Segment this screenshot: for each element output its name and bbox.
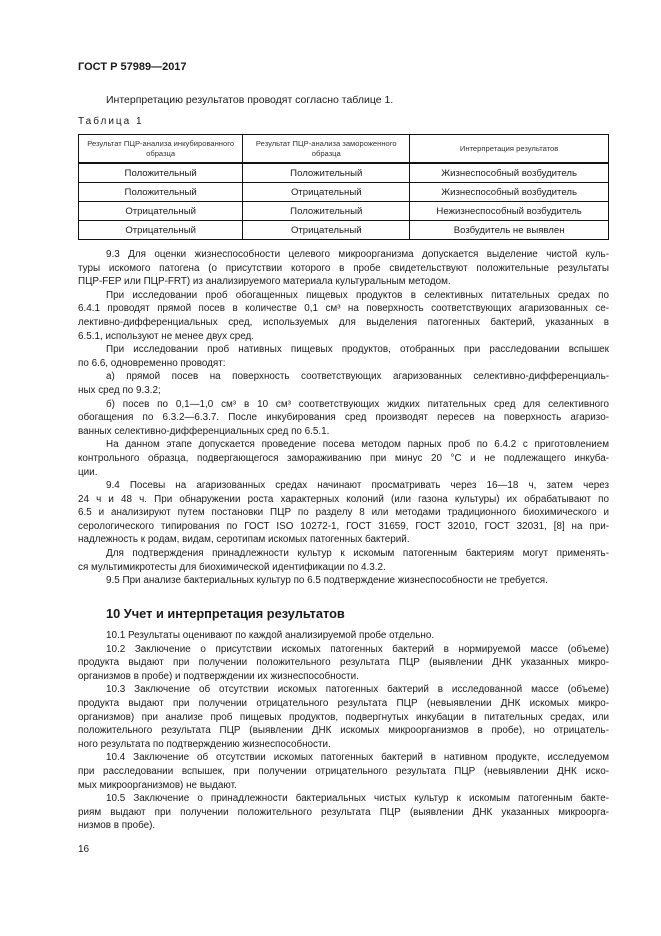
paragraph [78, 574, 609, 588]
document-header: ГОСТ Р 57989—2017 [78, 61, 187, 73]
column-header: Интерпретация результатов [410, 135, 609, 164]
table-row [79, 183, 609, 202]
text-line: контрольного образца, подвергающегося замораживанию при минус 20 °С и не подлежащего инкуба- [78, 452, 609, 464]
text-line: При исследовании проб нативных пищевых продуктов, отобранных при расследовании вспышек [106, 344, 609, 356]
paragraph [78, 438, 609, 479]
text-line: продукта выдают при получении отрицательного результата ПЦР (невыявлении ДНК искомых микро- [78, 697, 609, 709]
table-cell: Жизнеспособный возбудитель [410, 183, 609, 202]
text-line: при расследовании вспышек, при получении отрицательного результата ПЦР (невыявлении ДНК иско- [78, 765, 609, 777]
text-line: положительного результата ПЦР (выявлении ДНК искомых микроорганизмов в пробе), но отрицатель- [78, 725, 609, 737]
table-cell: Нежизнеспособный возбудитель [410, 202, 609, 221]
column-header: Результат ПЦР-анализа инкубированного образца [79, 135, 243, 164]
paragraph [78, 479, 609, 547]
text-line: а) прямой посев на поверхность соответствующих агаризованных селективно-дифференциаль- [106, 371, 609, 383]
section-heading: 10 Учет и интерпретация результатов [106, 606, 345, 621]
text-line: 6.4.1 проводят прямой посев в количестве 0,1 см³ на поверхность соответствующих агаризованных се- [78, 303, 609, 315]
text-line: ных сред по 9.3.2; [78, 384, 161, 396]
table-row [79, 163, 609, 183]
text-line: 10.5 Заключение о принадлежности бактериальных чистых культур к искомым патогенным бакте- [106, 793, 609, 805]
text-line: б) посев по 0,1—1,0 см³ в 10 см³ соответствующих жидких питательных сред для селективного [106, 398, 609, 410]
text-line: по 6.6, одновременно проводят: [78, 357, 226, 369]
table-cell: Положительный [243, 202, 410, 221]
text-line: мых микроорганизмов) не выдают. [78, 779, 237, 791]
text-line: 9.4 Посевы на агаризованных средах начинают просматривать через 16—18 ч, затем через [106, 480, 609, 492]
paragraph [78, 683, 609, 751]
text-line: 9.5 При анализе бактериальных культур по 6.5 подтверждение жизнеспособности не требуется. [106, 575, 548, 587]
paragraph [78, 370, 609, 397]
text-line: 24 ч и 48 ч. При обнаружении роста характерных колоний (или газона культуры) их обрабатывают по [78, 493, 609, 505]
table-cell: Отрицательный [79, 202, 243, 221]
paragraph [78, 792, 609, 833]
text-line: 9.3 Для оценки жизнеспособности целевого микроорганизма допускается выделение чистой куль- [106, 249, 609, 260]
table-cell: Отрицательный [243, 183, 410, 202]
section-10-text [78, 629, 609, 833]
text-line: 6.5.1, используют не менее двух сред. [78, 330, 255, 342]
text-line: При исследовании проб обогащенных пищевых продуктов в селективных питательных средах по [106, 289, 609, 301]
text-line: 10.3 Заключение об отсутствии искомых патогенных бактерий в исследованной массе (объеме) [106, 684, 609, 696]
text-line: низмов в пробе). [78, 820, 156, 832]
text-line: 10.1 Результаты оценивают по каждой анализируемой пробе отдельно. [106, 630, 435, 641]
text-line: лективно-дифференциальных сред, используемых для выделения патогенных бактерий, указанных в [78, 316, 609, 328]
paragraph [78, 643, 609, 684]
table-cell: Положительный [243, 163, 410, 183]
text-line: организмов в пробе) и подтверждении их жизнеспособности. [78, 670, 359, 682]
text-line: серологического типирования по ГОСТ ISO 10272-1, ГОСТ 31659, ГОСТ 32010, ГОСТ 32031, [8] на при- [78, 520, 609, 532]
paragraph [78, 343, 609, 370]
paragraph [78, 629, 609, 643]
section-9-text [78, 248, 609, 588]
text-line: 10.4 Заключение об отсутствии искомых патогенных бактерий в нативном продукте, исследуемом [106, 752, 609, 764]
text-line: ПЦР-FEP или ПЦР-FRT) из анализируемого материала культуральным методом. [78, 276, 451, 288]
text-line: 6.5 и анализируют путем постановки ПЦР по разделу 8 или методами традиционного биохимического и [78, 507, 609, 519]
text-line: На данном этапе допускается проведение посева методом парных проб по 6.4.2 с приготовлением [106, 439, 609, 451]
text-line: туры искомого патогена (о присутствии которого в пробе свидетельствуют положительные результаты [78, 262, 609, 274]
table-cell: Положительный [79, 183, 243, 202]
paragraph [78, 289, 609, 343]
text-line: ного результата по подтверждению жизнеспособности. [78, 738, 331, 750]
paragraph [78, 751, 609, 792]
text-line: ции. [78, 466, 98, 478]
table-cell: Положительный [79, 163, 243, 183]
text-line: обогащения по 6.3.2—6.3.7. После инкубирования сред производят пересев на поверхность агаризо- [78, 412, 609, 424]
table-row [79, 221, 609, 240]
text-line: 10.2 Заключение о присутствии искомых патогенных бактерий в нормируемой массе (объеме) [106, 643, 609, 655]
text-line: надлежность к родам, видам, серотипам искомых патогенных бактерий. [78, 534, 410, 546]
table-header-row [79, 135, 609, 164]
text-line: организмов) при анализе проб пищевых продуктов, подвергнутых инкубации в питательных средах, или [78, 711, 609, 723]
table-row [79, 202, 609, 221]
interpretation-table [78, 134, 609, 240]
paragraph [78, 547, 609, 574]
page-number: 16 [78, 844, 90, 855]
column-header: Результат ПЦР-анализа замороженного образца [243, 135, 410, 164]
table-cell: Жизнеспособный возбудитель [410, 163, 609, 183]
text-line: ся мультимикротесты для биохимической идентификации по 4.3.2. [78, 561, 386, 573]
table-cell: Отрицательный [79, 221, 243, 240]
table-cell: Возбудитель не выявлен [410, 221, 609, 240]
table-caption: Таблица 1 [78, 116, 144, 127]
paragraph [78, 398, 609, 439]
paragraph [78, 248, 609, 289]
table-cell: Отрицательный [243, 221, 410, 240]
text-line: риям выдают при получении положительного результата ПЦР (выявлении ДНК указанных микроорга- [78, 806, 609, 818]
text-line: Для подтверждения принадлежности культур к искомым патогенным бактериям могут применять- [106, 548, 609, 560]
text-line: продукта выдают при получении положительного результата ПЦР (выявлении ДНК указанных микро- [78, 657, 609, 669]
text-line: ванных селективно-дифференциальных сред по 6.5.1. [78, 425, 330, 437]
intro-text: Интерпретацию результатов проводят согласно таблице 1. [106, 94, 394, 106]
